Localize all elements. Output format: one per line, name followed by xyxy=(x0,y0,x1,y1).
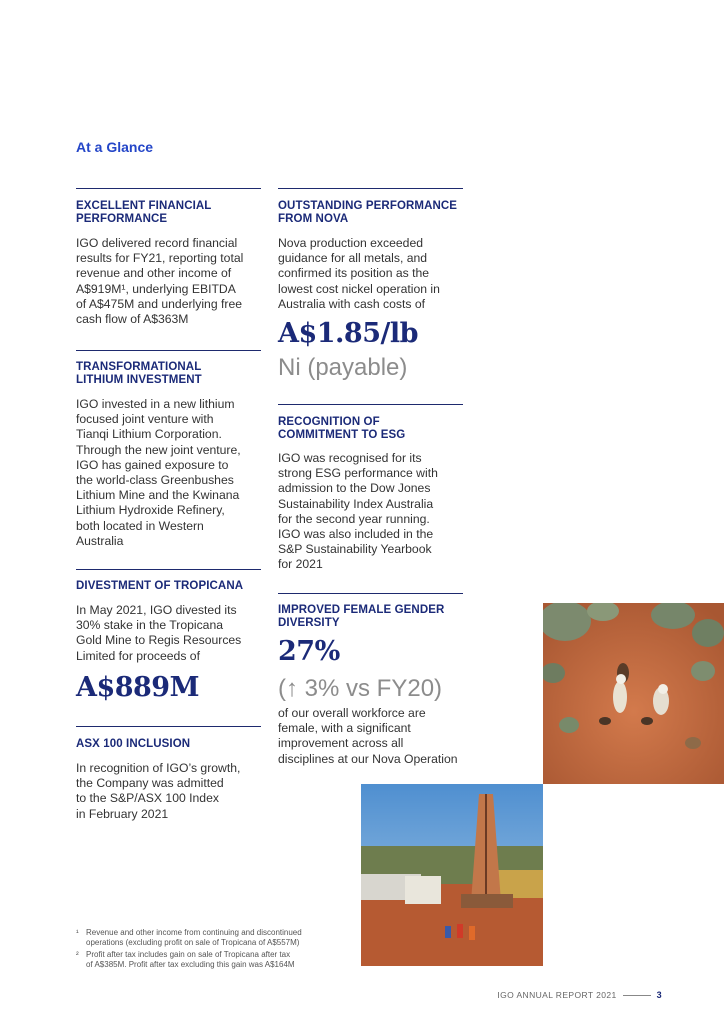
asx-body: In recognition of IGO’s growth, the Company was admitted to the S&P/ASX 100 Index in February 2021 xyxy=(76,761,241,821)
nova-body: Nova production exceeded guidance for all metals, and confirmed its position as the lowest cost nickel operation in Australia with cash costs of xyxy=(278,236,440,311)
aerial-field-photo xyxy=(543,603,724,784)
footnote-1: ¹ Revenue and other income from continuing and discontinued operations (excluding profit on sale of Tropicana of A$557M) xyxy=(76,928,302,947)
footnote-2: ² Profit after tax includes gain on sale of Tropicana after tax of A$385M. Profit after tax excluding this gain was A$164M xyxy=(76,950,295,969)
gender-body: of our overall workforce are female, with a significant improvement across all disciplines at our Nova Operation xyxy=(278,706,458,766)
esg-heading: RECOGNITION OF COMMITMENT TO ESG xyxy=(278,416,406,441)
financial-heading: EXCELLENT FINANCIAL PERFORMANCE xyxy=(76,200,212,225)
tropicana-heading: DIVESTMENT OF TROPICANA xyxy=(76,580,244,592)
divider xyxy=(76,726,261,727)
lithium-heading: TRANSFORMATIONAL LITHIUM INVESTMENT xyxy=(76,361,202,386)
asx-heading: ASX 100 INCLUSION xyxy=(76,738,191,750)
nova-cost-value: A$1.85/lb xyxy=(278,318,418,349)
divider xyxy=(76,350,261,351)
gender-percent-value: 27% xyxy=(278,636,340,667)
divider xyxy=(76,569,261,570)
lithium-body: IGO invested in a new lithium focused joint venture with Tianqi Lithium Corporation. Through the new joint venture, IGO has gained exposure to the world-class Greenbushes Lithium Mine and the Kwinana Lithium Hydroxide Refinery, both located in Western Australia xyxy=(76,397,241,548)
divider xyxy=(76,188,261,189)
divider xyxy=(278,404,463,405)
divider xyxy=(278,593,463,594)
tropicana-body: In May 2021, IGO divested its 30% stake in the Tropicana Gold Mine to Regis Resources Limited for proceeds of xyxy=(76,603,242,663)
financial-body: IGO delivered record financial results for FY21, reporting total revenue and other income of A$919M¹, underlying EBITDA of A$475M and underlying free cash flow of A$363M xyxy=(76,236,244,327)
page-title: At a Glance xyxy=(76,139,154,155)
divider xyxy=(278,188,463,189)
report-name: IGO ANNUAL REPORT 2021 xyxy=(497,990,617,1000)
page-footer xyxy=(497,990,662,1000)
gender-change-value: (↑ 3% vs FY20) xyxy=(278,675,443,702)
nova-heading: OUTSTANDING PERFORMANCE FROM NOVA xyxy=(278,200,458,225)
page-number: 3 xyxy=(656,990,662,1000)
gender-heading: IMPROVED FEMALE GENDER DIVERSITY xyxy=(278,604,445,629)
esg-body: IGO was recognised for its strong ESG performance with admission to the Dow Jones Sustainability Index Australia for the second year running. IGO was also included in the S&P Sustainability Yearbook for 2021 xyxy=(278,451,438,572)
nova-cost-unit: Ni (payable) xyxy=(278,354,408,381)
drill-rig-photo xyxy=(361,784,543,966)
footer-rule xyxy=(623,995,651,996)
tropicana-proceeds-value: A$889M xyxy=(76,672,199,703)
